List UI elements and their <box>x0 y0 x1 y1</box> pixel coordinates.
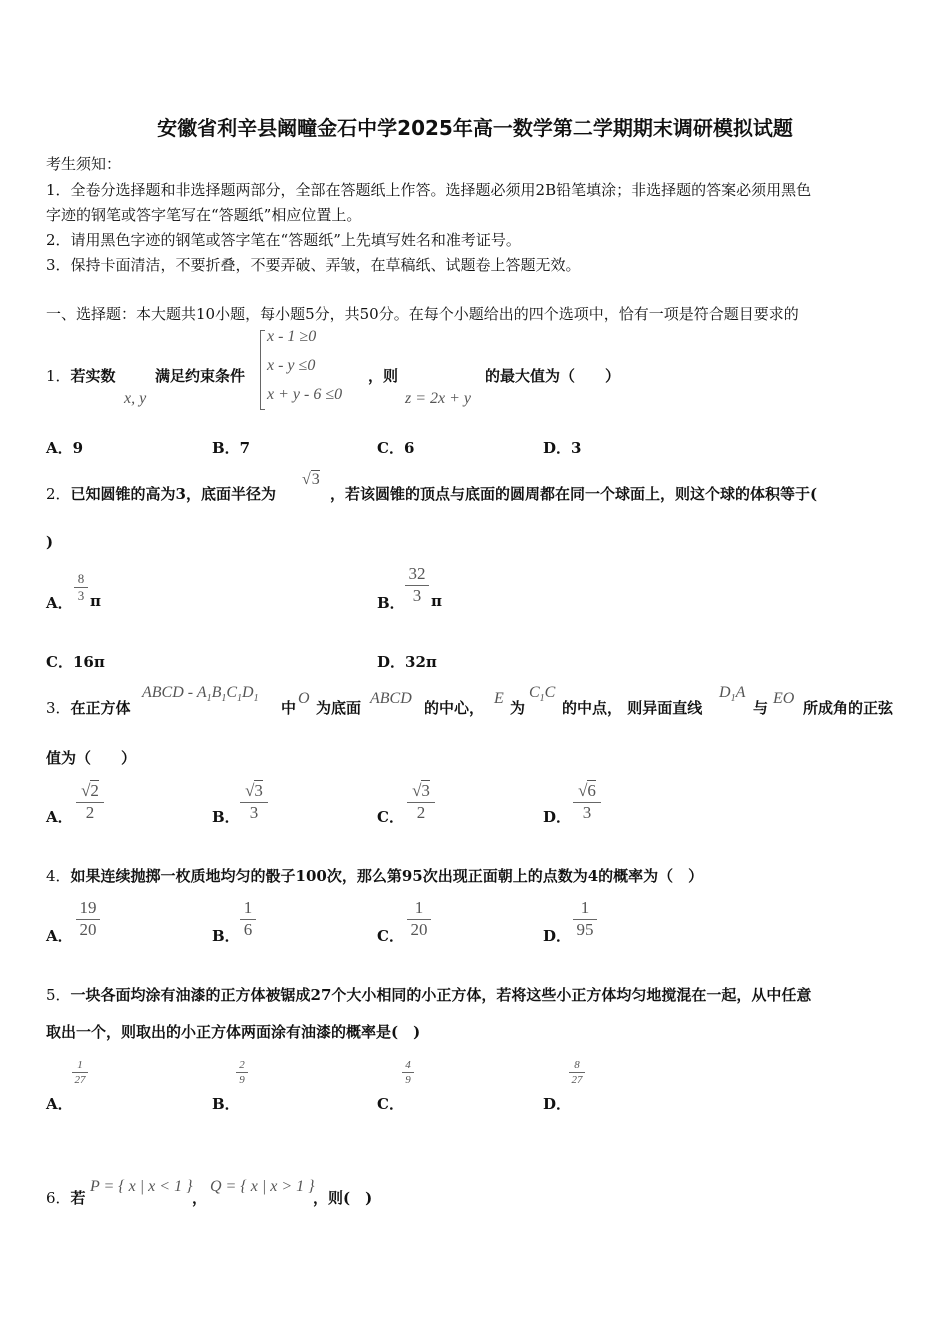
q3-t5: 为 <box>510 699 526 717</box>
page-title: 安徽省利辛县阚疃金石中学2025年高一数学第二学期期末调研模拟试题 <box>157 116 793 140</box>
q2-t3: ) <box>46 533 54 551</box>
q2-option-b-fraction: 32 3 <box>405 565 429 605</box>
q1-t2: 满足约束条件 <box>155 367 246 385</box>
q6-num: 6． <box>46 1189 71 1207</box>
q2-option-b-label: B． <box>377 594 405 612</box>
q3-eo: EO <box>773 690 795 707</box>
q5-option-c-fraction: 4 9 <box>402 1059 414 1086</box>
q2-option-a-pi: π <box>90 592 101 610</box>
q2-num: 2． <box>46 485 71 503</box>
q3-o: O <box>298 690 310 707</box>
q6-text <box>46 1187 86 1208</box>
q1-num: 1． <box>46 367 71 385</box>
q1-option-d: D．3 <box>543 439 582 457</box>
q2-t2: ，若该圆锥的顶点与底面的圆周都在同一个球面上，则这个球的体积等于( <box>330 485 818 503</box>
q5-text-line1 <box>46 984 811 1005</box>
q1-t1: 若实数 <box>70 367 116 385</box>
q5-option-a-label: A． <box>46 1095 73 1113</box>
q4-option-c-label: C． <box>377 927 404 945</box>
q5-option-c-label: C． <box>377 1095 404 1113</box>
q5-text-line2: 取出一个，则取出的小正方体两面涂有油漆的概率是( ) <box>46 1023 421 1041</box>
q1-t3: ，则 <box>368 367 399 385</box>
q4-option-d-label: D． <box>543 927 572 945</box>
q2-t1: 已知圆锥的高为3，底面半径为 <box>70 485 276 503</box>
q4-option-d-fraction: 1 95 <box>573 899 597 939</box>
q4-num: 4． <box>46 867 71 885</box>
q3-t1: 在正方体 <box>70 699 131 717</box>
q1-option-c: C．6 <box>377 439 415 457</box>
q3-c1c: $C_1C$ <box>529 684 556 704</box>
notice-item-1b: 字迹的钢笔或答字笔写在“答题纸”相应位置上。 <box>46 206 362 224</box>
q3-t6: 的中点， 则异面直线 <box>562 699 703 717</box>
q1-t4: 的最大值为（ ） <box>485 367 621 385</box>
q6-t1: 若 <box>70 1189 86 1207</box>
q3-base: ABCD <box>370 690 412 707</box>
q1-vars: x, y <box>124 390 147 407</box>
q3-option-c-label: C． <box>377 808 404 826</box>
q3-t3: 为底面 <box>316 699 362 717</box>
notice-heading: 考生须知： <box>46 155 122 173</box>
q2-sqrt3: √3 <box>302 471 320 488</box>
q5-option-d-label: D． <box>543 1095 572 1113</box>
q1-text <box>46 365 116 386</box>
q5-option-b-fraction: 2 9 <box>236 1059 248 1086</box>
q3-t2: 中 <box>281 699 297 717</box>
q4-option-c-fraction: 1 20 <box>407 899 431 939</box>
q3-t7: 与 <box>753 699 769 717</box>
q3-e: E <box>494 690 504 707</box>
q6-set-p: P = { x | x < 1 } <box>90 1178 193 1195</box>
q5-option-d-fraction: 8 27 <box>569 1059 585 1086</box>
notice-item-1a: 1．全卷分选择题和非选择题两部分，全部在答题纸上作答。选择题必须用2B铅笔填涂；非选择题的答案必须用黑色 <box>46 181 812 199</box>
q3-option-b-fraction: √3 3 <box>240 782 268 822</box>
q1-option-a: A．9 <box>46 439 84 457</box>
q3-t4: 的中心， <box>424 699 485 717</box>
q2-option-a-fraction: 8 3 <box>74 572 88 604</box>
q3-option-c-fraction: √3 2 <box>407 782 435 822</box>
q1-option-b: B．7 <box>212 439 251 457</box>
q1-constraint-1: x - 1 ≥0 <box>267 328 317 345</box>
q4-text <box>46 865 703 886</box>
q3-option-a-label: A． <box>46 808 73 826</box>
section-1-heading: 一、选择题：本大题共10小题，每小题5分，共50分。在每个小题给出的四个选项中，恰有一项是符合题目要求的 <box>46 305 799 323</box>
notice-item-2: 2．请用黑色字迹的钢笔或答字笔在“答题纸”上先填写姓名和准考证号。 <box>46 231 521 249</box>
q3-num: 3． <box>46 699 71 717</box>
q4-t1: 如果连续抛掷一枚质地均匀的骰子100次，那么第95次出现正面朝上的点数为4的概率为（ ） <box>70 867 704 885</box>
q3-option-d-fraction: √6 3 <box>573 782 601 822</box>
q2-option-b-pi: π <box>431 592 442 610</box>
q1-constraint-3: x + y - 6 ≤0 <box>267 386 343 403</box>
q2-option-d: D．32π <box>377 653 437 671</box>
q3-t8: 所成角的正弦 <box>803 699 894 717</box>
q6-t3: ，则( ) <box>313 1189 373 1207</box>
q3-t9: 值为（ ） <box>46 749 137 767</box>
q5-t1: 一块各面均涂有油漆的正方体被锯成27个大小相同的小正方体，若将这些小正方体均匀地搅混在一起，从中任意 <box>70 986 812 1004</box>
q5-option-b-label: B． <box>212 1095 240 1113</box>
q4-option-a-fraction: 19 20 <box>76 899 100 939</box>
q3-option-b-label: B． <box>212 808 240 826</box>
q2-option-a-label: A． <box>46 594 73 612</box>
q3-text <box>46 697 131 718</box>
q6-t2: ， <box>192 1189 208 1207</box>
q4-option-a-label: A． <box>46 927 73 945</box>
q3-option-d-label: D． <box>543 808 572 826</box>
q5-num: 5． <box>46 986 71 1004</box>
q5-option-a-fraction: 1 27 <box>72 1059 88 1086</box>
q2-option-c: C．16π <box>46 653 105 671</box>
q4-option-b-label: B． <box>212 927 240 945</box>
q3-cube-name: ABCD - $A_1B_1C_1D_1$ <box>142 684 259 704</box>
q3-option-a-fraction: √2 2 <box>76 782 104 822</box>
q1-objective: z = 2x + y <box>405 390 472 407</box>
q6-set-q: Q = { x | x > 1 } <box>210 1178 315 1195</box>
notice-item-3: 3．保持卡面清洁，不要折叠，不要弄破、弄皱，在草稿纸、试题卷上答题无效。 <box>46 256 581 274</box>
q4-option-b-fraction: 1 6 <box>240 899 256 939</box>
q3-d1a: $D_1A$ <box>719 684 746 704</box>
q2-text <box>46 483 276 504</box>
q1-constraint-brace <box>260 330 265 410</box>
q1-constraint-2: x - y ≤0 <box>267 357 316 374</box>
